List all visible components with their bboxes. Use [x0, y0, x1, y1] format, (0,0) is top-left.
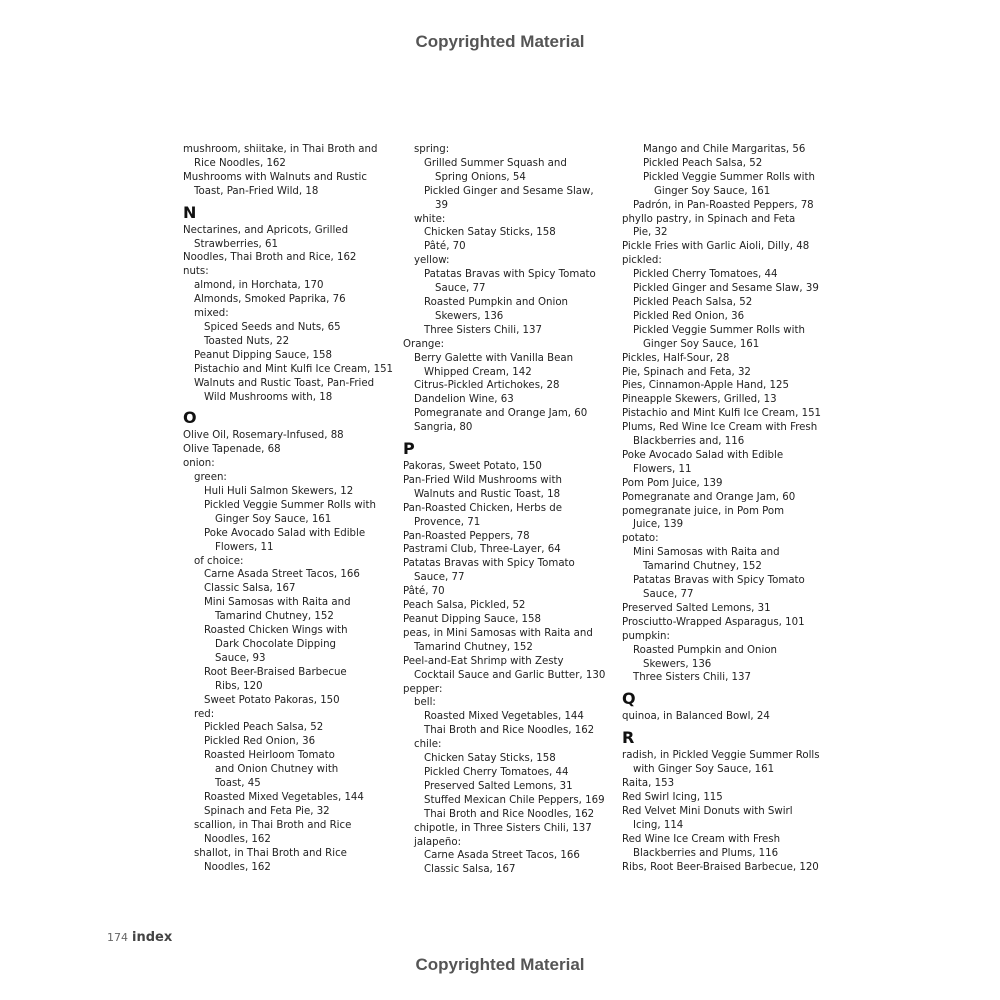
index-entry: bell: — [414, 697, 436, 709]
index-entry: Ribs, 120 — [215, 680, 263, 692]
index-entry: Orange: — [403, 338, 445, 350]
index-entry: Pickled Peach Salsa, 52 — [643, 157, 763, 169]
index-entry: Three Sisters Chili, 137 — [424, 324, 543, 336]
index-entry: Pakoras, Sweet Potato, 150 — [403, 461, 542, 473]
index-entry: Roasted Pumpkin and Onion — [633, 644, 778, 656]
index-entry: Roasted Chicken Wings with — [204, 625, 348, 637]
index-entry: Thai Broth and Rice Noodles, 162 — [424, 725, 595, 737]
index-entry: chipotle, in Three Sisters Chili, 137 — [414, 822, 592, 834]
index-entry: Pie, Spinach and Feta, 32 — [622, 366, 751, 378]
index-column-1 — [183, 143, 394, 874]
index-entry: Chicken Satay Sticks, 158 — [424, 227, 556, 239]
index-entry: Pom Pom Juice, 139 — [622, 477, 723, 489]
index-entry: Whipped Cream, 142 — [424, 366, 532, 378]
index-entry: Sauce, 77 — [435, 283, 486, 295]
index-entry: Blackberries and Plums, 116 — [633, 847, 779, 859]
index-entry: Classic Salsa, 167 — [424, 864, 516, 876]
index-entry: Thai Broth and Rice Noodles, 162 — [424, 808, 595, 820]
index-entry: Roasted Pumpkin and Onion — [424, 296, 569, 308]
index-entry: Toast, 45 — [215, 778, 261, 790]
section-letter: O — [183, 408, 197, 428]
index-entry: Dandelion Wine, 63 — [414, 394, 514, 406]
index-entry: Pan-Roasted Chicken, Herbs de — [403, 502, 563, 514]
index-entry: Pastrami Club, Three-Layer, 64 — [403, 544, 561, 556]
index-entry: Rice Noodles, 162 — [194, 157, 286, 169]
section-letter: Q — [622, 689, 636, 709]
index-entry: Pineapple Skewers, Grilled, 13 — [622, 394, 777, 406]
index-entry: Skewers, 136 — [435, 310, 504, 322]
index-entry: Patatas Bravas with Spicy Tomato — [633, 575, 805, 587]
index-entry: shallot, in Thai Broth and Rice — [194, 847, 347, 859]
index-entry: pumpkin: — [622, 630, 670, 642]
index-entry: Olive Oil, Rosemary-Infused, 88 — [183, 430, 344, 442]
index-entry: green: — [194, 472, 227, 484]
index-entry: Pickled Cherry Tomatoes, 44 — [633, 269, 778, 281]
index-entry: Pistachio and Mint Kulfi Ice Cream, 151 — [622, 408, 822, 420]
index-entry: chile: — [414, 739, 442, 751]
index-entry: Pickled Peach Salsa, 52 — [633, 296, 753, 308]
index-entry: of choice: — [194, 555, 244, 567]
index-entry: Plums, Red Wine Ice Cream with Fresh — [622, 422, 818, 434]
index-entry: Sauce, 93 — [215, 652, 266, 664]
index-entry: Tamarind Chutney, 152 — [643, 561, 762, 573]
index-entry: nuts: — [183, 266, 209, 278]
index-entry: Carne Asada Street Tacos, 166 — [424, 850, 580, 862]
index-entry: and Onion Chutney with — [215, 764, 339, 776]
index-entry: phyllo pastry, in Spinach and Feta — [622, 213, 796, 225]
index-entry: Noodles, Thai Broth and Rice, 162 — [183, 252, 357, 264]
index-entry: Poke Avocado Salad with Edible — [204, 527, 366, 539]
index-entry: Pâté, 70 — [424, 241, 466, 253]
index-entry: Dark Chocolate Dipping — [215, 639, 336, 650]
index-entry: almond, in Horchata, 170 — [194, 280, 324, 292]
index-entry: Padrón, in Pan-Roasted Peppers, 78 — [633, 199, 814, 211]
index-entry: Root Beer-Braised Barbecue — [204, 666, 347, 678]
index-entry: Wild Mushrooms with, 18 — [204, 391, 333, 403]
index-entry: Pomegranate and Orange Jam, 60 — [622, 491, 796, 503]
index-entry: Pickled Ginger and Sesame Slaw, 39 — [633, 283, 819, 295]
index-entry: radish, in Pickled Veggie Summer Rolls — [622, 750, 820, 762]
index-entry: Peach Salsa, Pickled, 52 — [403, 600, 526, 612]
index-entry: Juice, 139 — [633, 519, 684, 531]
index-entry: Pickle Fries with Garlic Aioli, Dilly, 48 — [622, 241, 810, 253]
index-entry: Ginger Soy Sauce, 161 — [643, 338, 760, 350]
index-entry: Pan-Fried Wild Mushrooms with — [403, 474, 562, 486]
copyright-banner-top: Copyrighted Material — [415, 32, 585, 51]
index-entry: Icing, 114 — [633, 819, 684, 831]
index-entry: Pickled Peach Salsa, 52 — [204, 722, 324, 734]
index-entry: Olive Tapenade, 68 — [183, 444, 281, 456]
index-entry: Tamarind Chutney, 152 — [414, 641, 533, 653]
index-entry: Three Sisters Chili, 137 — [633, 672, 752, 684]
index-entry: Peel-and-Eat Shrimp with Zesty — [403, 655, 564, 667]
index-entry: jalapeño: — [414, 836, 462, 848]
index-entry: Ribs, Root Beer-Braised Barbecue, 120 — [622, 861, 819, 873]
index-entry: Noodles, 162 — [204, 861, 271, 873]
index-entry: Strawberries, 61 — [194, 238, 279, 250]
index-entry: Berry Galette with Vanilla Bean — [414, 352, 574, 364]
section-letter: N — [183, 202, 197, 222]
index-entry: Roasted Heirloom Tomato — [204, 750, 335, 762]
index-entry: Chicken Satay Sticks, 158 — [424, 753, 556, 765]
index-column-2 — [403, 143, 608, 877]
index-entry: onion: — [183, 458, 215, 470]
index-entry: Pickled Veggie Summer Rolls with — [643, 171, 815, 183]
index-entry: Toasted Nuts, 22 — [204, 335, 290, 347]
index-entry: Mini Samosas with Raita and — [633, 547, 780, 559]
index-entry: Skewers, 136 — [643, 658, 712, 670]
index-entry: with Ginger Soy Sauce, 161 — [633, 764, 775, 776]
index-entry: Grilled Summer Squash and — [424, 157, 567, 169]
index-entry: Provence, 71 — [414, 516, 481, 528]
index-entry: Pistachio and Mint Kulfi Ice Cream, 151 — [194, 363, 394, 375]
section-letter: P — [403, 439, 415, 459]
index-entry: mixed: — [194, 308, 229, 320]
index-entry: mushroom, shiitake, in Thai Broth and — [183, 144, 378, 155]
index-entry: Toast, Pan-Fried Wild, 18 — [194, 185, 319, 197]
index-entry: Pâté, 70 — [403, 586, 445, 598]
index-entry: Sauce, 77 — [414, 572, 465, 584]
index-entry: Pickled Veggie Summer Rolls with — [633, 324, 805, 336]
index-entry: Raita, 153 — [622, 778, 675, 790]
section-title: index — [132, 930, 173, 945]
index-entry: Pickled Red Onion, 36 — [204, 736, 316, 748]
index-entry: spring: — [414, 144, 450, 155]
index-entry: Ginger Soy Sauce, 161 — [215, 513, 332, 525]
index-entry: scallion, in Thai Broth and Rice — [194, 819, 352, 831]
index-entry: Red Swirl Icing, 115 — [622, 791, 723, 803]
index-entry: Walnuts and Rustic Toast, Pan-Fried — [194, 377, 375, 389]
index-entry: Spiced Seeds and Nuts, 65 — [204, 321, 341, 333]
index-entry: pepper: — [403, 683, 443, 695]
index-entry: Cocktail Sauce and Garlic Butter, 130 — [414, 669, 606, 681]
index-entry: Pickled Cherry Tomatoes, 44 — [424, 766, 569, 778]
index-entry: Flowers, 11 — [633, 463, 692, 475]
index-entry: Nectarines, and Apricots, Grilled — [183, 224, 349, 236]
index-entry: Flowers, 11 — [215, 541, 274, 553]
index-entry: Prosciutto-Wrapped Asparagus, 101 — [622, 616, 805, 628]
index-entry: Huli Huli Salmon Skewers, 12 — [204, 486, 354, 498]
index-entry: pomegranate juice, in Pom Pom — [622, 505, 785, 517]
index-entry: peas, in Mini Samosas with Raita and — [403, 627, 593, 639]
index-entry: Spinach and Feta Pie, 32 — [204, 805, 330, 817]
index-entry: Mushrooms with Walnuts and Rustic — [183, 171, 367, 183]
index-entry: potato: — [622, 533, 659, 545]
index-entry: Blackberries and, 116 — [633, 436, 745, 448]
index-entry: Almonds, Smoked Paprika, 76 — [194, 294, 346, 306]
index-entry: Mango and Chile Margaritas, 56 — [643, 144, 806, 155]
index-entry: Patatas Bravas with Spicy Tomato — [403, 558, 575, 570]
index-entry: Tamarind Chutney, 152 — [215, 611, 334, 623]
index-entry: 39 — [435, 199, 448, 211]
index-entry: pickled: — [622, 255, 662, 267]
index-entry: Walnuts and Rustic Toast, 18 — [414, 488, 561, 500]
copyright-banner-bottom: Copyrighted Material — [415, 955, 585, 974]
index-entry: Pies, Cinnamon-Apple Hand, 125 — [622, 380, 789, 392]
index-entry: Pickles, Half-Sour, 28 — [622, 352, 730, 364]
index-entry: Patatas Bravas with Spicy Tomato — [424, 269, 596, 281]
index-entry: Carne Asada Street Tacos, 166 — [204, 569, 360, 581]
index-entry: Pomegranate and Orange Jam, 60 — [414, 408, 588, 420]
index-entry: Mini Samosas with Raita and — [204, 597, 351, 609]
index-entry: Red Velvet Mini Donuts with Swirl — [622, 805, 793, 817]
index-entry: Sauce, 77 — [643, 589, 694, 600]
index-entry: Pickled Red Onion, 36 — [633, 310, 745, 322]
index-entry: Roasted Mixed Vegetables, 144 — [424, 711, 584, 723]
index-entry: Stuffed Mexican Chile Peppers, 169 — [424, 794, 605, 806]
index-entry: red: — [194, 708, 215, 720]
index-entry: Noodles, 162 — [204, 833, 271, 845]
index-entry: Pickled Ginger and Sesame Slaw, — [424, 185, 594, 197]
index-entry: Red Wine Ice Cream with Fresh — [622, 833, 781, 845]
index-entry: Pickled Veggie Summer Rolls with — [204, 499, 376, 511]
page-number: 174 — [107, 931, 128, 944]
index-entry: Citrus-Pickled Artichokes, 28 — [414, 380, 560, 392]
index-entry: Preserved Salted Lemons, 31 — [424, 780, 573, 792]
index-entry: Pan-Roasted Peppers, 78 — [403, 530, 530, 542]
index-entry: Roasted Mixed Vegetables, 144 — [204, 791, 364, 803]
index-entry: Classic Salsa, 167 — [204, 583, 296, 595]
index-entry: quinoa, in Balanced Bowl, 24 — [622, 711, 770, 723]
index-entry: Poke Avocado Salad with Edible — [622, 449, 784, 461]
index-entry: white: — [414, 213, 446, 225]
section-letter: R — [622, 728, 635, 748]
index-entry: Pie, 32 — [633, 227, 668, 239]
index-entry: Peanut Dipping Sauce, 158 — [403, 614, 541, 625]
index-entry: Preserved Salted Lemons, 31 — [622, 602, 771, 614]
index-entry: yellow: — [414, 255, 450, 267]
index-entry: Sweet Potato Pakoras, 150 — [204, 694, 340, 706]
index-entry: Sangria, 80 — [414, 422, 473, 434]
index-column-3 — [622, 143, 827, 874]
index-entry: Spring Onions, 54 — [435, 171, 526, 183]
page-footer — [107, 926, 172, 945]
index-entry: Peanut Dipping Sauce, 158 — [194, 349, 332, 361]
index-entry: Ginger Soy Sauce, 161 — [654, 185, 771, 197]
